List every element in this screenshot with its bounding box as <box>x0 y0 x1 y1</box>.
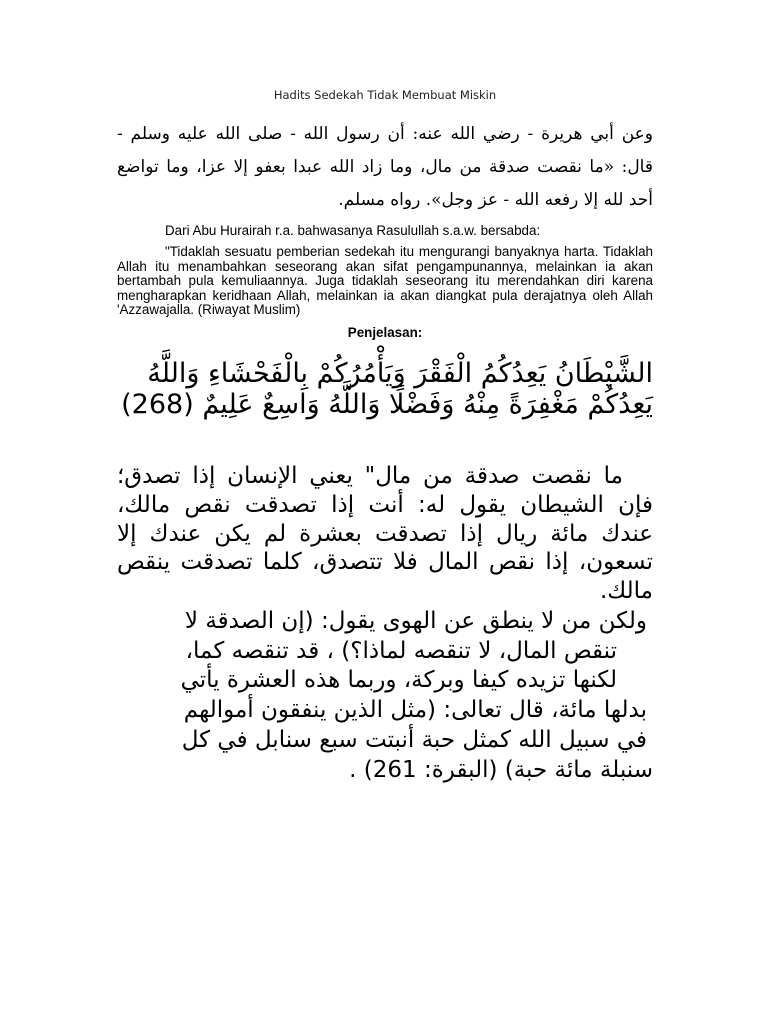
explanation-line: سنبلة مائة حبة) (البقرة: 261) . <box>349 756 653 783</box>
explanation-line: بدلها مائة، قال تعالى: (مثل الذين ينفقون أموالهم <box>183 697 647 724</box>
explanation-paragraph-2 <box>117 607 653 785</box>
explanation-line: لكنها تزيده كيفا وبركة، وربما هذه العشرة يأتي <box>180 667 617 694</box>
explanation-paragraph-1: ما نقصت صدقة من مال" يعني الإنسان إذا تصدق؛ فإن الشيطان يقول له: أنت إذا تصدقت نقص مالك، عندك مائة ريال إذا تصدقت بعشرة لم يكن عندك إلا تسعون، إذا نقص المال فلا تتصدق، كلما تصدقت ينقص مالك. <box>117 463 653 605</box>
quran-ayah-268: الشَّيْطَانُ يَعِدُكُمُ الْفَقْرَ وَيَأْمُرُكُمْ بِالْفَحْشَاءِ وَاللَّهُ يَعِدُكُمْ مَغْفِرَةً مِنْهُ وَفَضْلًا وَاللَّهُ وَاسِعٌ عَلِيمٌ (268) <box>121 358 653 420</box>
explanation-line: في سبيل الله كمثل حبة أنبتت سبع سنابل في كل <box>181 726 647 753</box>
translation-quote: "Tidaklah sesuatu pemberian sedekah itu mengurangi banyaknya harta. Tidaklah Allah itu menambahkan seseorang akan sifat pengampunannya, melainkan ia akan bertambah pula kemuliaannya. Juga tidaklah seseorang itu merendahkan diri karena mengharapkan keridhaan Allah, melainkan ia akan diangkat pula derajatnya oleh Allah 'Azzawajalla. (Riwayat Muslim) <box>117 244 653 318</box>
explanation-line: تنقص المال، لا تنقصه لماذا؟) ، قد تنقصه كما، <box>185 637 617 664</box>
hadith-arabic-text: وعن أبي هريرة - رضي الله عنه: أن رسول الله - صلى الله عليه وسلم - قال: «ما نقصت صدقة من مال، وما زاد الله عبدا بعفو إلا عزا، وما تواضع أحد لله إلا رفعه الله - عز وجل». رواه مسلم. <box>117 124 653 210</box>
translation-intro: Dari Abu Hurairah r.a. bahwasanya Rasulullah s.a.w. bersabda: <box>165 223 541 238</box>
section-heading: Penjelasan: <box>347 325 423 340</box>
document-title: Hadits Sedekah Tidak Membuat Miskin <box>273 88 497 102</box>
explanation-line: ولكن من لا ينطق عن الهوى يقول: (إن الصدقة لا <box>184 608 647 634</box>
